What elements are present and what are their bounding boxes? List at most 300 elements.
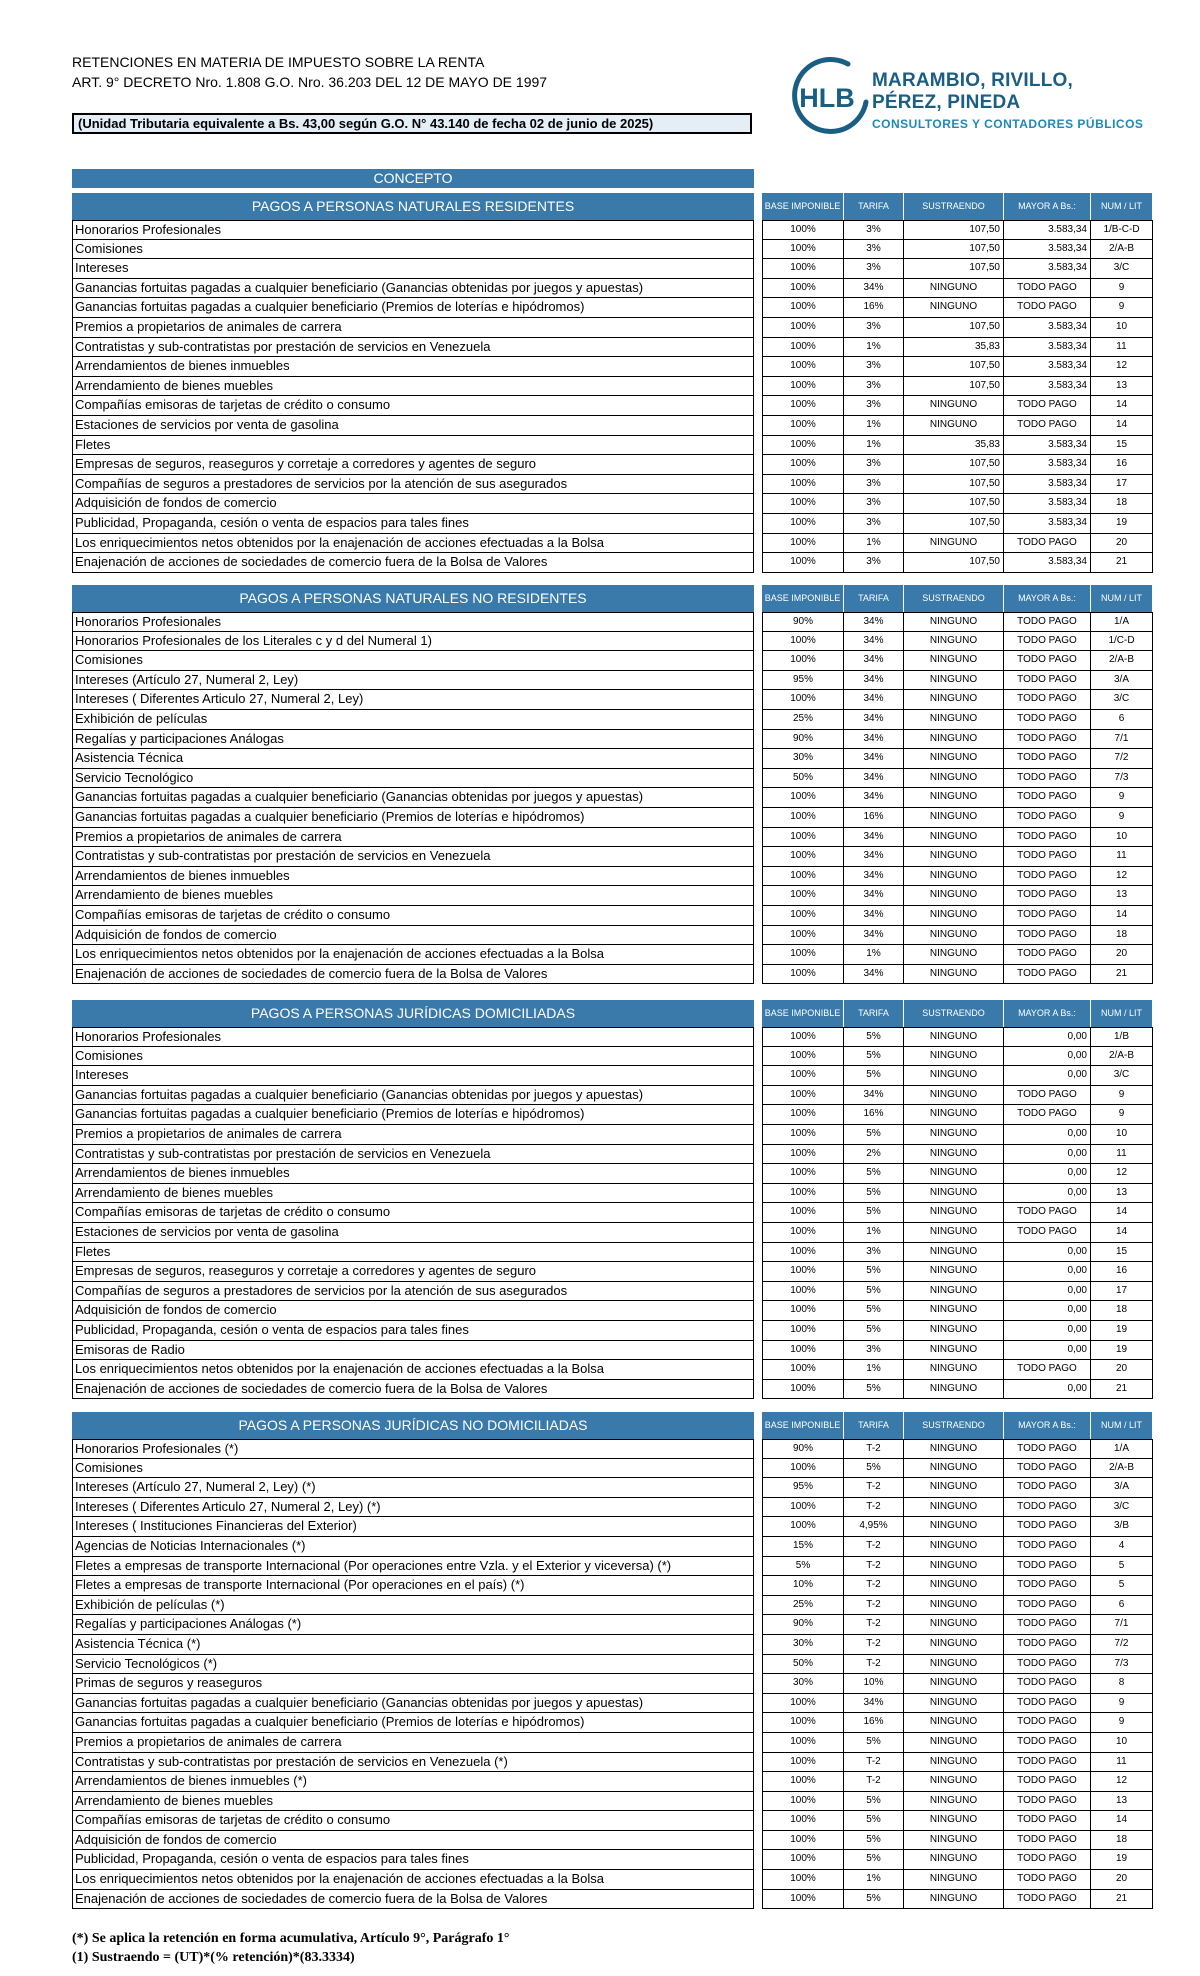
- sustraendo-cell: 107,50: [904, 220, 1004, 240]
- concept-cell: Arrendamiento de bienes muebles: [72, 1792, 754, 1812]
- table-row: [72, 1890, 1153, 1910]
- mayor-a-cell: TODO PAGO: [1004, 808, 1091, 828]
- column-header-sustraendo: SUSTRAENDO: [904, 1000, 1003, 1027]
- mayor-a-cell: 0,00: [1004, 1027, 1091, 1047]
- concept-cell: Primas de seguros y reaseguros: [72, 1674, 754, 1694]
- tarifa-cell: 16%: [844, 1713, 904, 1733]
- base-imponible-cell: 100%: [762, 1733, 844, 1753]
- section-rows: [72, 220, 1153, 573]
- section-4: [72, 1412, 1153, 1909]
- column-header-num-lit: NUM / LIT: [1091, 585, 1152, 612]
- mayor-a-cell: 0,00: [1004, 1066, 1091, 1086]
- table-row: [72, 1341, 1153, 1361]
- num-lit-cell: 20: [1091, 945, 1153, 965]
- concept-cell: Honorarios Profesionales: [72, 220, 754, 240]
- sustraendo-cell: NINGUNO: [904, 1184, 1004, 1204]
- concept-cell: Adquisición de fondos de comercio: [72, 1301, 754, 1321]
- mayor-a-cell: TODO PAGO: [1004, 1360, 1091, 1380]
- tarifa-cell: 34%: [844, 690, 904, 710]
- mayor-a-cell: 3.583,34: [1004, 514, 1091, 534]
- sustraendo-cell: NINGUNO: [904, 847, 1004, 867]
- sustraendo-cell: NINGUNO: [904, 1459, 1004, 1479]
- sustraendo-cell: NINGUNO: [904, 1262, 1004, 1282]
- base-imponible-cell: 100%: [762, 1517, 844, 1537]
- tarifa-cell: T-2: [844, 1772, 904, 1792]
- mayor-a-cell: TODO PAGO: [1004, 1576, 1091, 1596]
- base-imponible-cell: 100%: [762, 1498, 844, 1518]
- table-row: [72, 1694, 1153, 1714]
- sustraendo-cell: NINGUNO: [904, 1537, 1004, 1557]
- tarifa-cell: 5%: [844, 1184, 904, 1204]
- base-imponible-cell: 95%: [762, 1478, 844, 1498]
- concept-cell: Premios a propietarios de animales de carrera: [72, 1125, 754, 1145]
- document-title: RETENCIONES EN MATERIA DE IMPUESTO SOBRE LA RENTA: [72, 54, 485, 70]
- base-imponible-cell: 30%: [762, 1674, 844, 1694]
- concept-cell: Intereses (Artículo 27, Numeral 2, Ley) (*): [72, 1478, 754, 1498]
- table-row: [72, 1831, 1153, 1851]
- sustraendo-cell: NINGUNO: [904, 1517, 1004, 1537]
- sustraendo-cell: NINGUNO: [904, 1635, 1004, 1655]
- mayor-a-cell: 0,00: [1004, 1145, 1091, 1165]
- section-2: [72, 585, 1153, 984]
- concept-cell: Regalías y participaciones Análogas: [72, 730, 754, 750]
- table-row: [72, 1478, 1153, 1498]
- section-1: [72, 193, 1153, 573]
- num-lit-cell: 2/A-B: [1091, 1459, 1153, 1479]
- sustraendo-cell: NINGUNO: [904, 1203, 1004, 1223]
- logo-mark-text: HLB: [799, 83, 855, 113]
- mayor-a-cell: TODO PAGO: [1004, 1439, 1091, 1459]
- base-imponible-cell: 100%: [762, 1145, 844, 1165]
- concept-cell: Arrendamiento de bienes muebles: [72, 377, 754, 397]
- base-imponible-cell: 100%: [762, 1360, 844, 1380]
- column-header-sustraendo: SUSTRAENDO: [904, 585, 1003, 612]
- table-row: [72, 1733, 1153, 1753]
- sustraendo-cell: 35,83: [904, 338, 1004, 358]
- concept-cell: Asistencia Técnica: [72, 749, 754, 769]
- sustraendo-cell: NINGUNO: [904, 1321, 1004, 1341]
- mayor-a-cell: TODO PAGO: [1004, 1694, 1091, 1714]
- sustraendo-cell: NINGUNO: [904, 1027, 1004, 1047]
- sustraendo-cell: NINGUNO: [904, 945, 1004, 965]
- table-row: [72, 553, 1153, 573]
- sustraendo-cell: NINGUNO: [904, 1792, 1004, 1812]
- mayor-a-cell: 3.583,34: [1004, 475, 1091, 495]
- tarifa-cell: 34%: [844, 788, 904, 808]
- base-imponible-cell: 100%: [762, 945, 844, 965]
- table-row: [72, 455, 1153, 475]
- base-imponible-cell: 25%: [762, 710, 844, 730]
- base-imponible-cell: 100%: [762, 279, 844, 299]
- base-imponible-cell: 100%: [762, 1125, 844, 1145]
- num-lit-cell: 10: [1091, 1733, 1153, 1753]
- sustraendo-cell: 107,50: [904, 318, 1004, 338]
- num-lit-cell: 21: [1091, 1380, 1153, 1400]
- table-row: [72, 1360, 1153, 1380]
- table-row: [72, 1243, 1153, 1263]
- tarifa-cell: 3%: [844, 553, 904, 573]
- concept-cell: Ganancias fortuitas pagadas a cualquier beneficiario (Premios de loterías e hipódromos): [72, 808, 754, 828]
- tarifa-cell: 5%: [844, 1811, 904, 1831]
- tarifa-cell: 3%: [844, 259, 904, 279]
- concept-cell: Publicidad, Propaganda, cesión o venta de espacios para tales fines: [72, 1321, 754, 1341]
- tarifa-cell: 1%: [844, 534, 904, 554]
- num-lit-cell: 7/3: [1091, 1655, 1153, 1675]
- tarifa-cell: 1%: [844, 945, 904, 965]
- tarifa-cell: 16%: [844, 808, 904, 828]
- sustraendo-cell: NINGUNO: [904, 1478, 1004, 1498]
- base-imponible-cell: 30%: [762, 1635, 844, 1655]
- hlb-logo-icon: [786, 50, 876, 140]
- base-imponible-cell: 100%: [762, 338, 844, 358]
- sustraendo-cell: NINGUNO: [904, 1694, 1004, 1714]
- column-header-num-lit: NUM / LIT: [1091, 1412, 1152, 1439]
- base-imponible-cell: 100%: [762, 690, 844, 710]
- concept-cell: Arrendamientos de bienes inmuebles (*): [72, 1772, 754, 1792]
- table-row: [72, 1164, 1153, 1184]
- mayor-a-cell: TODO PAGO: [1004, 671, 1091, 691]
- tarifa-cell: 5%: [844, 1459, 904, 1479]
- base-imponible-cell: 50%: [762, 1655, 844, 1675]
- tarifa-cell: 4,95%: [844, 1517, 904, 1537]
- mayor-a-cell: TODO PAGO: [1004, 1753, 1091, 1773]
- tarifa-cell: 5%: [844, 1850, 904, 1870]
- sustraendo-cell: NINGUNO: [904, 1066, 1004, 1086]
- base-imponible-cell: 100%: [762, 475, 844, 495]
- num-lit-cell: 11: [1091, 1753, 1153, 1773]
- mayor-a-cell: TODO PAGO: [1004, 965, 1091, 985]
- num-lit-cell: 9: [1091, 808, 1153, 828]
- num-lit-cell: 15: [1091, 1243, 1153, 1263]
- tarifa-cell: 1%: [844, 436, 904, 456]
- mayor-a-cell: TODO PAGO: [1004, 1772, 1091, 1792]
- mayor-a-cell: 0,00: [1004, 1341, 1091, 1361]
- tarifa-cell: 1%: [844, 1360, 904, 1380]
- num-lit-cell: 5: [1091, 1557, 1153, 1577]
- logo-name-line2: PÉREZ, PINEDA: [872, 92, 1021, 113]
- base-imponible-cell: 100%: [762, 259, 844, 279]
- num-lit-cell: 10: [1091, 1125, 1153, 1145]
- mayor-a-cell: 0,00: [1004, 1282, 1091, 1302]
- tarifa-cell: 3%: [844, 240, 904, 260]
- concept-cell: Comisiones: [72, 240, 754, 260]
- mayor-a-cell: TODO PAGO: [1004, 1203, 1091, 1223]
- concept-cell: Arrendamientos de bienes inmuebles: [72, 357, 754, 377]
- column-header-num-lit: NUM / LIT: [1091, 1000, 1152, 1027]
- concept-cell: Premios a propietarios de animales de carrera: [72, 828, 754, 848]
- sustraendo-cell: NINGUNO: [904, 1145, 1004, 1165]
- concept-cell: Honorarios Profesionales: [72, 1027, 754, 1047]
- tarifa-cell: 5%: [844, 1890, 904, 1910]
- base-imponible-cell: 100%: [762, 396, 844, 416]
- num-lit-cell: 2/A-B: [1091, 651, 1153, 671]
- mayor-a-cell: 3.583,34: [1004, 357, 1091, 377]
- mayor-a-cell: 0,00: [1004, 1243, 1091, 1263]
- concept-cell: Enajenación de acciones de sociedades de comercio fuera de la Bolsa de Valores: [72, 1890, 754, 1910]
- base-imponible-cell: 100%: [762, 1262, 844, 1282]
- tarifa-cell: 34%: [844, 612, 904, 632]
- mayor-a-cell: TODO PAGO: [1004, 632, 1091, 652]
- num-lit-cell: 14: [1091, 416, 1153, 436]
- table-row: [72, 1321, 1153, 1341]
- mayor-a-cell: 3.583,34: [1004, 377, 1091, 397]
- num-lit-cell: 10: [1091, 318, 1153, 338]
- tarifa-cell: T-2: [844, 1439, 904, 1459]
- table-row: [72, 1439, 1153, 1459]
- mayor-a-cell: TODO PAGO: [1004, 828, 1091, 848]
- sustraendo-cell: NINGUNO: [904, 1301, 1004, 1321]
- tarifa-cell: 34%: [844, 965, 904, 985]
- mayor-a-cell: 3.583,34: [1004, 436, 1091, 456]
- tarifa-cell: 5%: [844, 1282, 904, 1302]
- base-imponible-cell: 100%: [762, 455, 844, 475]
- column-header-mayor-a: MAYOR A Bs.:: [1004, 193, 1090, 220]
- tarifa-cell: 34%: [844, 671, 904, 691]
- table-row: [72, 847, 1153, 867]
- base-imponible-cell: 50%: [762, 769, 844, 789]
- sustraendo-cell: NINGUNO: [904, 788, 1004, 808]
- base-imponible-cell: 100%: [762, 808, 844, 828]
- tarifa-cell: T-2: [844, 1753, 904, 1773]
- base-imponible-cell: 100%: [762, 318, 844, 338]
- tarifa-cell: 5%: [844, 1831, 904, 1851]
- column-header-mayor-a: MAYOR A Bs.:: [1004, 585, 1090, 612]
- sustraendo-cell: NINGUNO: [904, 1360, 1004, 1380]
- sustraendo-cell: NINGUNO: [904, 1576, 1004, 1596]
- table-row: [72, 259, 1153, 279]
- table-row: [72, 279, 1153, 299]
- num-lit-cell: 12: [1091, 1164, 1153, 1184]
- base-imponible-cell: 100%: [762, 1243, 844, 1263]
- table-row: [72, 1086, 1153, 1106]
- concept-cell: Ganancias fortuitas pagadas a cualquier beneficiario (Ganancias obtenidas por juegos y apuestas): [72, 1694, 754, 1714]
- concept-cell: Ganancias fortuitas pagadas a cualquier beneficiario (Premios de loterías e hipódromos): [72, 1105, 754, 1125]
- base-imponible-cell: 10%: [762, 1576, 844, 1596]
- base-imponible-cell: 100%: [762, 494, 844, 514]
- sustraendo-cell: NINGUNO: [904, 1243, 1004, 1263]
- tarifa-cell: T-2: [844, 1655, 904, 1675]
- sustraendo-cell: NINGUNO: [904, 926, 1004, 946]
- base-imponible-cell: 90%: [762, 1615, 844, 1635]
- sustraendo-cell: NINGUNO: [904, 710, 1004, 730]
- base-imponible-cell: 100%: [762, 886, 844, 906]
- mayor-a-cell: 3.583,34: [1004, 338, 1091, 358]
- concept-cell: Contratistas y sub-contratistas por prestación de servicios en Venezuela: [72, 338, 754, 358]
- section-title: PAGOS A PERSONAS NATURALES RESIDENTES: [72, 193, 754, 220]
- num-lit-cell: 13: [1091, 886, 1153, 906]
- sustraendo-cell: NINGUNO: [904, 1811, 1004, 1831]
- num-lit-cell: 13: [1091, 1792, 1153, 1812]
- sustraendo-cell: NINGUNO: [904, 1282, 1004, 1302]
- column-header-base-imponible: BASE IMPONIBLE: [762, 585, 843, 612]
- mayor-a-cell: TODO PAGO: [1004, 279, 1091, 299]
- table-row: [72, 377, 1153, 397]
- sustraendo-cell: NINGUNO: [904, 1498, 1004, 1518]
- sustraendo-cell: NINGUNO: [904, 1615, 1004, 1635]
- concept-cell: Arrendamientos de bienes inmuebles: [72, 1164, 754, 1184]
- concept-cell: Ganancias fortuitas pagadas a cualquier beneficiario (Premios de loterías e hipódromos): [72, 1713, 754, 1733]
- base-imponible-cell: 15%: [762, 1537, 844, 1557]
- concept-cell: Ganancias fortuitas pagadas a cualquier beneficiario (Ganancias obtenidas por juegos y apuestas): [72, 1086, 754, 1106]
- table-row: [72, 1792, 1153, 1812]
- base-imponible-cell: 100%: [762, 436, 844, 456]
- tarifa-cell: 3%: [844, 494, 904, 514]
- mayor-a-cell: TODO PAGO: [1004, 867, 1091, 887]
- table-row: [72, 318, 1153, 338]
- num-lit-cell: 12: [1091, 357, 1153, 377]
- num-lit-cell: 21: [1091, 965, 1153, 985]
- num-lit-cell: 21: [1091, 1890, 1153, 1910]
- sustraendo-cell: NINGUNO: [904, 632, 1004, 652]
- base-imponible-cell: 100%: [762, 1713, 844, 1733]
- concept-cell: Enajenación de acciones de sociedades de comercio fuera de la Bolsa de Valores: [72, 965, 754, 985]
- column-header-mayor-a: MAYOR A Bs.:: [1004, 1000, 1090, 1027]
- mayor-a-cell: TODO PAGO: [1004, 1811, 1091, 1831]
- num-lit-cell: 19: [1091, 1321, 1153, 1341]
- num-lit-cell: 20: [1091, 1360, 1153, 1380]
- num-lit-cell: 14: [1091, 1223, 1153, 1243]
- mayor-a-cell: 0,00: [1004, 1380, 1091, 1400]
- column-header-tarifa: TARIFA: [844, 585, 903, 612]
- mayor-a-cell: 0,00: [1004, 1047, 1091, 1067]
- sustraendo-cell: NINGUNO: [904, 534, 1004, 554]
- tarifa-cell: 34%: [844, 749, 904, 769]
- mayor-a-cell: TODO PAGO: [1004, 769, 1091, 789]
- base-imponible-cell: 100%: [762, 1459, 844, 1479]
- table-row: [72, 1557, 1153, 1577]
- tarifa-cell: 5%: [844, 1125, 904, 1145]
- concept-cell: Honorarios Profesionales de los Literales c y d del Numeral 1): [72, 632, 754, 652]
- table-row: [72, 416, 1153, 436]
- num-lit-cell: 3/C: [1091, 1066, 1153, 1086]
- tarifa-cell: 3%: [844, 1341, 904, 1361]
- mayor-a-cell: TODO PAGO: [1004, 1655, 1091, 1675]
- mayor-a-cell: TODO PAGO: [1004, 1615, 1091, 1635]
- table-row: [72, 1459, 1153, 1479]
- table-row: [72, 632, 1153, 652]
- num-lit-cell: 14: [1091, 1811, 1153, 1831]
- mayor-a-cell: TODO PAGO: [1004, 926, 1091, 946]
- sustraendo-cell: NINGUNO: [904, 651, 1004, 671]
- sustraendo-cell: NINGUNO: [904, 416, 1004, 436]
- section-header: [72, 1412, 1153, 1439]
- section-title: PAGOS A PERSONAS JURÍDICAS NO DOMICILIADAS: [72, 1412, 754, 1439]
- sustraendo-cell: NINGUNO: [904, 612, 1004, 632]
- sustraendo-cell: NINGUNO: [904, 1890, 1004, 1910]
- num-lit-cell: 5: [1091, 1576, 1153, 1596]
- concept-cell: Compañías emisoras de tarjetas de crédito o consumo: [72, 1203, 754, 1223]
- table-row: [72, 788, 1153, 808]
- tarifa-cell: 34%: [844, 1086, 904, 1106]
- mayor-a-cell: TODO PAGO: [1004, 1086, 1091, 1106]
- tarifa-cell: 5%: [844, 1047, 904, 1067]
- tarifa-cell: 34%: [844, 730, 904, 750]
- num-lit-cell: 4: [1091, 1537, 1153, 1557]
- sustraendo-cell: 107,50: [904, 494, 1004, 514]
- num-lit-cell: 3/A: [1091, 1478, 1153, 1498]
- mayor-a-cell: TODO PAGO: [1004, 1870, 1091, 1890]
- mayor-a-cell: 0,00: [1004, 1301, 1091, 1321]
- table-row: [72, 514, 1153, 534]
- base-imponible-cell: 100%: [762, 1792, 844, 1812]
- mayor-a-cell: 3.583,34: [1004, 259, 1091, 279]
- table-row: [72, 690, 1153, 710]
- mayor-a-cell: 3.583,34: [1004, 553, 1091, 573]
- mayor-a-cell: TODO PAGO: [1004, 612, 1091, 632]
- tarifa-cell: T-2: [844, 1596, 904, 1616]
- num-lit-cell: 12: [1091, 1772, 1153, 1792]
- concept-cell: Emisoras de Radio: [72, 1341, 754, 1361]
- concept-cell: Compañías emisoras de tarjetas de crédito o consumo: [72, 1811, 754, 1831]
- concept-cell: Estaciones de servicios por venta de gasolina: [72, 416, 754, 436]
- tarifa-cell: 3%: [844, 357, 904, 377]
- tarifa-cell: 5%: [844, 1262, 904, 1282]
- sustraendo-cell: 107,50: [904, 259, 1004, 279]
- table-row: [72, 612, 1153, 632]
- concept-cell: Empresas de seguros, reaseguros y corretaje a corredores y agentes de seguro: [72, 455, 754, 475]
- concept-cell: Compañías emisoras de tarjetas de crédito o consumo: [72, 906, 754, 926]
- mayor-a-cell: TODO PAGO: [1004, 906, 1091, 926]
- base-imponible-cell: 100%: [762, 1870, 844, 1890]
- concept-cell: Intereses ( Diferentes Articulo 27, Numeral 2, Ley): [72, 690, 754, 710]
- base-imponible-cell: 90%: [762, 1439, 844, 1459]
- table-row: [72, 749, 1153, 769]
- sustraendo-cell: 107,50: [904, 357, 1004, 377]
- base-imponible-cell: 100%: [762, 965, 844, 985]
- concept-cell: Exhibición de películas (*): [72, 1596, 754, 1616]
- table-row: [72, 534, 1153, 554]
- mayor-a-cell: TODO PAGO: [1004, 1105, 1091, 1125]
- tarifa-cell: 5%: [844, 1301, 904, 1321]
- sustraendo-cell: 107,50: [904, 553, 1004, 573]
- mayor-a-cell: TODO PAGO: [1004, 1890, 1091, 1910]
- table-row: [72, 1850, 1153, 1870]
- tarifa-cell: T-2: [844, 1557, 904, 1577]
- concept-cell: Intereses: [72, 259, 754, 279]
- mayor-a-cell: 0,00: [1004, 1262, 1091, 1282]
- tarifa-cell: 3%: [844, 377, 904, 397]
- tarifa-cell: 34%: [844, 710, 904, 730]
- concept-cell: Intereses: [72, 1066, 754, 1086]
- sustraendo-cell: NINGUNO: [904, 1557, 1004, 1577]
- section-header: [72, 585, 1153, 612]
- concept-cell: Enajenación de acciones de sociedades de comercio fuera de la Bolsa de Valores: [72, 1380, 754, 1400]
- sustraendo-cell: NINGUNO: [904, 828, 1004, 848]
- concept-cell: Los enriquecimientos netos obtenidos por la enajenación de acciones efectuadas a la Bolsa: [72, 1360, 754, 1380]
- sustraendo-cell: NINGUNO: [904, 769, 1004, 789]
- table-row: [72, 494, 1153, 514]
- tarifa-cell: T-2: [844, 1537, 904, 1557]
- sustraendo-cell: NINGUNO: [904, 1713, 1004, 1733]
- mayor-a-cell: TODO PAGO: [1004, 534, 1091, 554]
- num-lit-cell: 11: [1091, 1145, 1153, 1165]
- num-lit-cell: 9: [1091, 788, 1153, 808]
- footnote-sustraendo: (1) Sustraendo = (UT)*(% retención)*(83.3334): [72, 1950, 355, 1965]
- base-imponible-cell: 100%: [762, 1341, 844, 1361]
- sustraendo-cell: NINGUNO: [904, 671, 1004, 691]
- column-header-sustraendo: SUSTRAENDO: [904, 1412, 1003, 1439]
- num-lit-cell: 3/A: [1091, 671, 1153, 691]
- concept-cell: Adquisición de fondos de comercio: [72, 926, 754, 946]
- concept-cell: Ganancias fortuitas pagadas a cualquier beneficiario (Premios de loterías e hipódromos): [72, 298, 754, 318]
- sustraendo-cell: NINGUNO: [904, 1850, 1004, 1870]
- mayor-a-cell: 0,00: [1004, 1125, 1091, 1145]
- mayor-a-cell: TODO PAGO: [1004, 749, 1091, 769]
- base-imponible-cell: 30%: [762, 749, 844, 769]
- sustraendo-cell: NINGUNO: [904, 1753, 1004, 1773]
- concept-cell: Intereses (Artículo 27, Numeral 2, Ley): [72, 671, 754, 691]
- num-lit-cell: 17: [1091, 1282, 1153, 1302]
